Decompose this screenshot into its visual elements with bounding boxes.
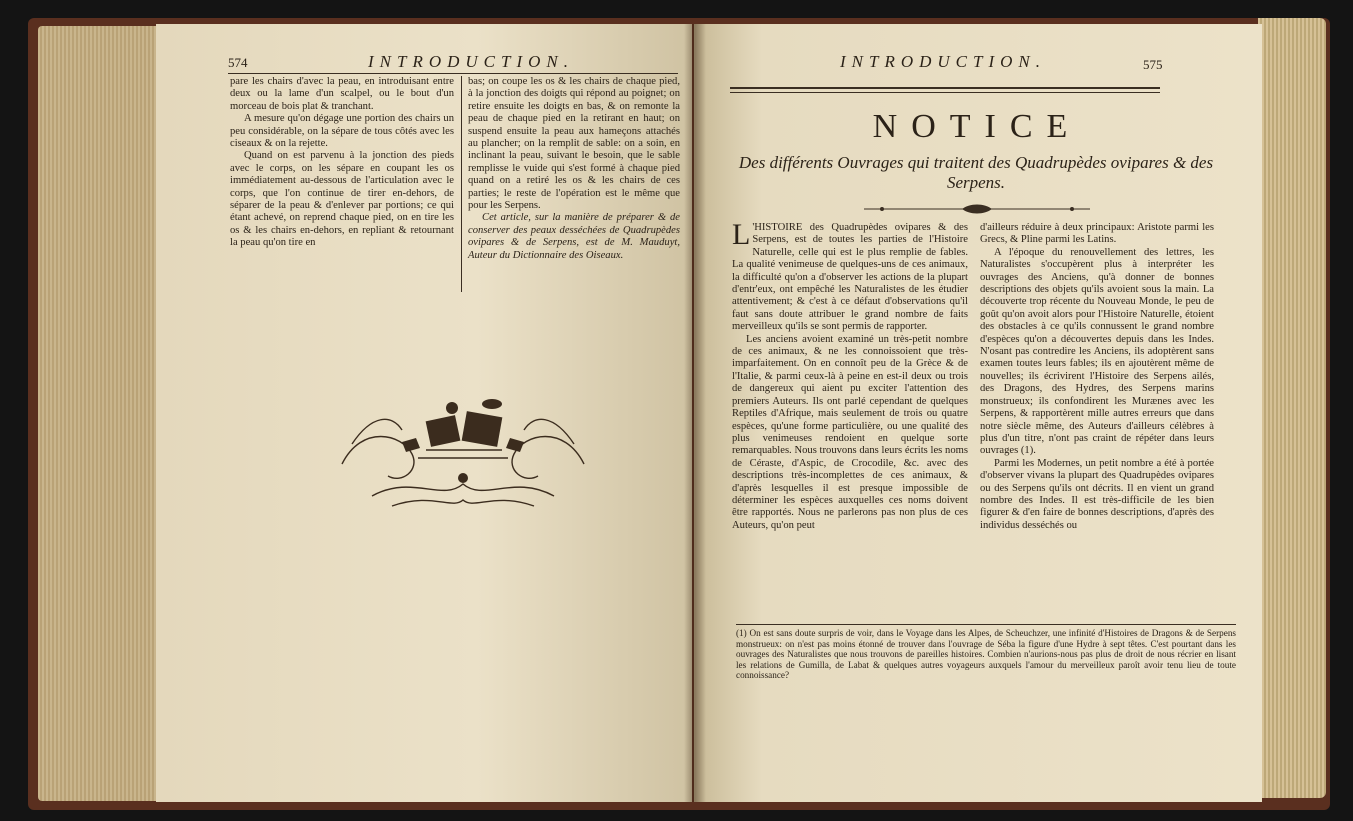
paragraph: A l'époque du renouvellement des lettres, les Naturalistes s'occupèrent plus à interpréter les ouvrages des Anciens, qu'à donner de bonnes descriptions des objets qu'ils avoient sous la main. La découverte trop récente du Nouveau Monde, le peu de goût qu'on avoit alors pour l'Histoire Naturelle, étoient des obstacles à ce qu'ils connussent le grand nombre d'espèces qu'on a découvertes depuis dans les Indes. N'osant pas contredire les Anciens, ils adoptèrent sans examen toutes leurs fables; ils en ajoutèrent même de nouvelles; ils écrivirent l'Histoire des Serpens ailés, des Dragons, des Hydres, des Serpens marins monstrueux; ils confondirent les Murænes avec les Serpens, & rapportèrent mille autres erreurs que dans notre siècle même, des Auteurs d'ailleurs célèbres à plus d'un titre, n'ont pas craint de répéter dans leurs ouvrages (1).: [980, 246, 1214, 457]
notice-subtitle: Des différents Ouvrages qui traitent des Quadrupèdes ovipares & des Serpens.: [738, 153, 1214, 192]
paragraph: pare les chairs d'avec la peau, en introduisant entre deux ou la lame d'un scalpel, ou le bout d'un morceau de bois plat & tranchant.: [230, 76, 454, 112]
footnote-rule: [736, 624, 1236, 625]
book-gutter: [684, 24, 706, 802]
paragraph: bas; on coupe les os & les chairs de chaque pied, à la jonction des doigts qui répond au poignet; on retire ensuite les doigts en bas, & on remonte la peau de chaque pied en la retirant en haut; on suspend ensuite la peau aux hameçons attachés au plancher; on la remplit de sable: on a soin, en inclinant la peau, suivant le besoin, que le sable remplisse le vuide qui s'est formé à chaque pied quand on a retiré les os & les chairs de ces parties; le reste de l'opération est le même que pour les Serpens.: [468, 76, 680, 212]
right-page-column-2: [980, 222, 1214, 532]
credit-note: Cet article, sur la manière de préparer & de conserver des peaux desséchées de Quadrupèdes ovipares & de Serpens, est de M. Mauduyt, Auteur du Dictionnaire des Oiseaux.: [468, 212, 680, 261]
left-head-rule: [228, 73, 678, 74]
flourish-divider-icon: [862, 203, 1092, 215]
paragraph: d'ailleurs réduire à deux principaux: Aristote parmi les Grecs, & Pline parmi les Latins.: [980, 222, 1214, 246]
right-page-column-1: [732, 218, 968, 532]
left-page-edges: [38, 26, 158, 801]
paragraph: Quand on est parvenu à la jonction des pieds avec le corps, on les sépare en coupant les os immédiatement au-dessous de l'articulation avec le corps, que l'on continue de tirer en-dehors, de séparer de la peau & d'enlever par portions; ce qui étant achevé, on reprend chaque pied, on en tire les os & les chairs en-dehors, en repliant & retournant la peau qu'on tire en: [230, 150, 454, 249]
column-divider: [461, 76, 462, 292]
decorative-vignette-icon: [332, 384, 594, 512]
right-page-number: 575: [1143, 57, 1163, 72]
right-page-edges: [1258, 18, 1326, 798]
left-running-head: INTRODUCTION.: [368, 52, 574, 71]
double-rule-top: [730, 87, 1160, 89]
left-page-column-1: [230, 76, 454, 250]
notice-title: NOTICE: [872, 108, 1082, 145]
paragraph: 'HISTOIRE des Quadrupèdes ovipares & des Serpens, est de toutes les parties de l'Histoire Naturelle, celle qui est le plus remplie de fables. La qualité venimeuse de quelques-uns de ces animaux, la difficulté qu'on a d'observer les actions de la plupart d'entr'eux, ont empêché les Naturalistes de les étudier attentivement; & c'est à ce défaut d'observations qu'il faut sans doute attribuer le grand nombre de faits merveilleux qu'ils se sont permis de rapporter.: [732, 222, 968, 333]
drop-cap: L: [732, 218, 751, 251]
paragraph: Parmi les Modernes, un petit nombre a été à portée d'observer vivans la plupart des Quadrupèdes ovipares ou des Serpens qu'ils ont décrits. Il en vient un grand nombre des Indes. Il est très-difficile de les bien figurer & d'en faire de bonnes descriptions, d'après des individus desséchés ou: [980, 457, 1214, 531]
double-rule-bottom: [730, 92, 1160, 93]
right-running-head: INTRODUCTION.: [840, 52, 1046, 71]
left-page-number: 574: [228, 55, 248, 70]
left-page-column-2: [468, 76, 680, 262]
paragraph: Les anciens avoient examiné un très-petit nombre de ces animaux, & ne les connoissoient que très-imparfaitement. On en connoît peu de la Grèce & de l'Italie, & parmi ceux-là à peine en est-il deux ou trois de dangereux qui aient pu exciter l'attention des premiers Auteurs. Ils ont parlé cependant de quelques Reptiles d'Afrique, mais seulement de trois ou quatre espèces, qu'une forme particulière, ou une qualité des plus venimeuses rendoient en quelque sorte remarquables. Nous trouvons dans leurs écrits les noms de Céraste, d'Aspic, de Crocodile, &c. avec des descriptions très-incomplettes de ces animaux, & d'après lesquelles il est presque impossible de déterminer les espèces auxquelles ces noms doivent être rapportés. Nous ne parlerons pas non plus de ces Auteurs, qu'on peut: [732, 333, 968, 531]
footnote: (1) On est sans doute surpris de voir, dans le Voyage dans les Alpes, de Scheuchzer, une infinité d'Histoires de Dragons & de Serpens monstrueux: on n'est pas moins étonné de trouver dans l'ouvrage de Séba la figure d'une Hydre à sept têtes. C'est pourtant dans les ouvrages des Naturalistes que nous trouvons de pareilles histoires. Combien n'aurions-nous pas plus de droit de nous récrier en lisant les relations de Gumilla, de Labat & quelques autres voyageurs auxquels l'amour du merveilleux paroît avoir tenu lieu de toute connoissance?: [736, 628, 1236, 680]
paragraph: A mesure qu'on dégage une portion des chairs un peu considérable, on la sépare de tous côtés avec les ciseaux & on la rejette.: [230, 113, 454, 150]
